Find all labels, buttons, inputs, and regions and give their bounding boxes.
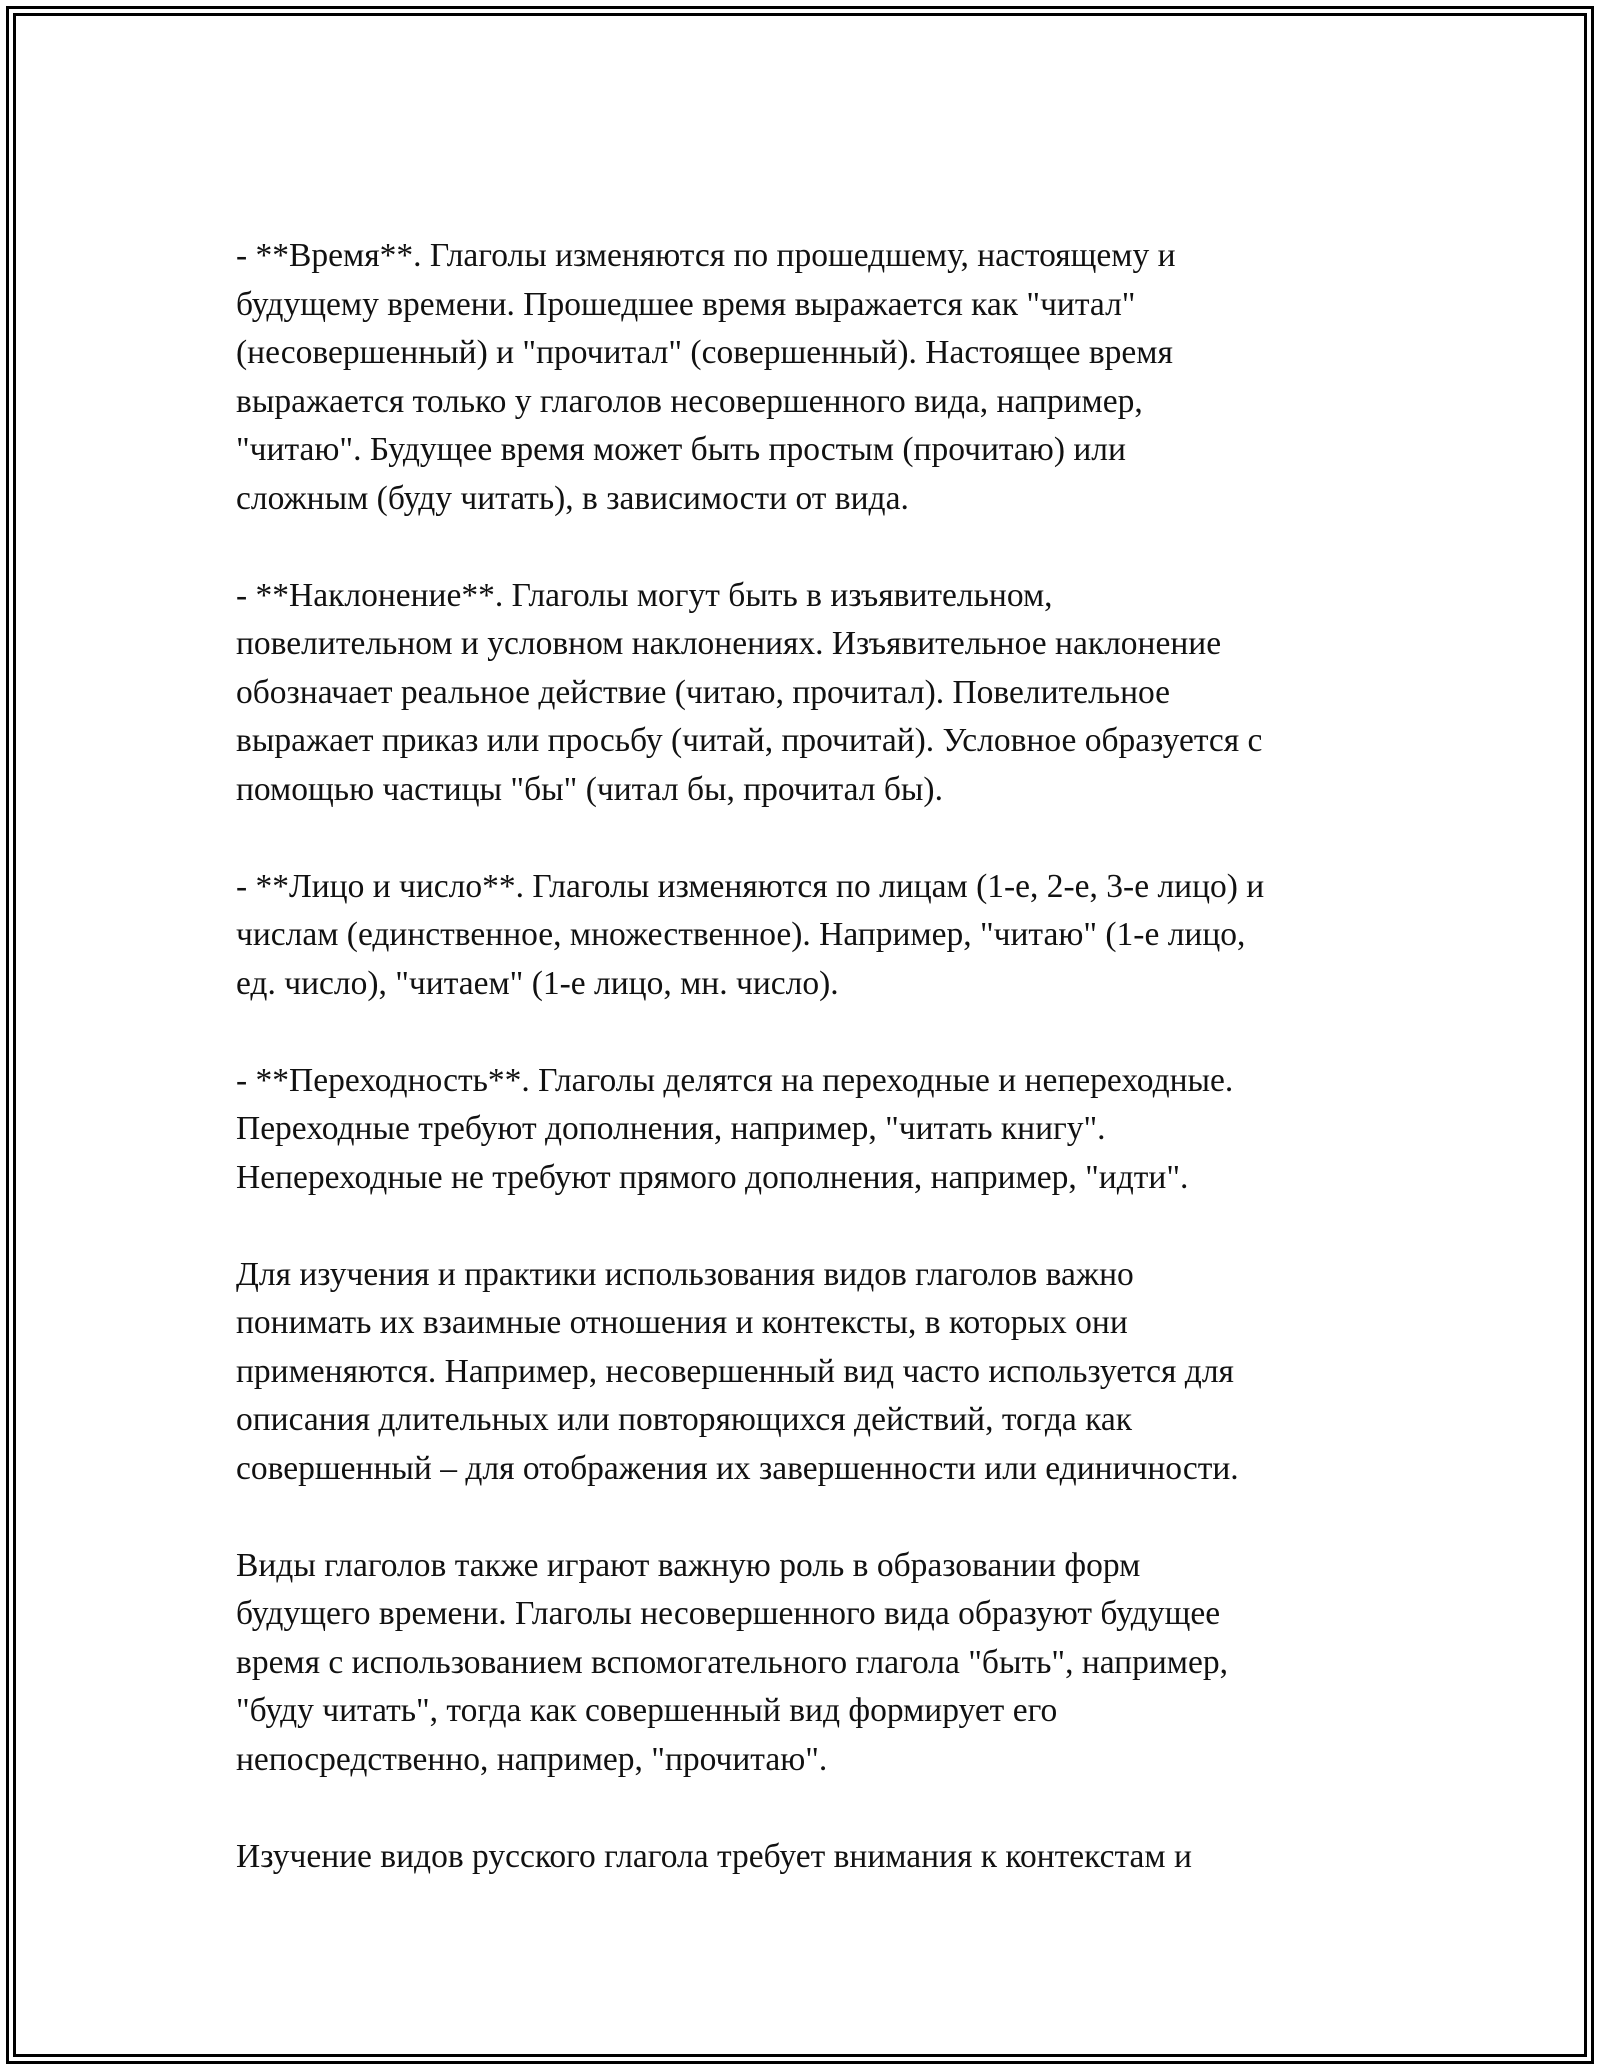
text-line: будущего времени. Глаголы несовершенного вида образуют будущее xyxy=(236,1595,1221,1632)
paragraph-person-number xyxy=(236,863,1386,1009)
text-line: повелительном и условном наклонениях. Изъявительное наклонение xyxy=(236,625,1222,662)
text-line: выражает приказ или просьбу (читай, прочитай). Условное образуется с xyxy=(236,722,1263,759)
document-body xyxy=(236,232,1386,1930)
text-line: применяются. Например, несовершенный вид часто используется для xyxy=(236,1352,1234,1390)
text-line: "буду читать", тогда как совершенный вид формирует его xyxy=(236,1692,1058,1729)
text-line: Для изучения и практики использования видов глаголов важно xyxy=(236,1255,1134,1293)
text-line: - **Наклонение**. Глаголы могут быть в изъявительном, xyxy=(236,576,1053,614)
text-line: выражается только у глаголов несовершенного вида, например, xyxy=(236,382,1143,420)
text-line: понимать их взаимные отношения и контексты, в которых они xyxy=(236,1304,1128,1341)
text-line: непосредственно, например, "прочитаю". xyxy=(236,1740,828,1778)
paragraph-tense xyxy=(236,232,1386,523)
text-line: время с использованием вспомогательного глагола "быть", например, xyxy=(236,1643,1228,1681)
text-line: Изучение видов русского глагола требует внимания к контекстам и xyxy=(236,1837,1192,1875)
paragraph-transitivity xyxy=(236,1057,1386,1203)
text-line: (несовершенный) и "прочитал" (совершенный). Настоящее время xyxy=(236,334,1173,371)
text-line: помощью частицы "бы" (читал бы, прочитал бы). xyxy=(236,770,943,808)
paragraph-future-tense xyxy=(236,1542,1386,1785)
text-line: Непереходные не требуют прямого дополнения, например, "идти". xyxy=(236,1158,1189,1196)
text-line: Виды глаголов также играют важную роль в образовании форм xyxy=(236,1546,1141,1584)
text-line: - **Время**. Глаголы изменяются по прошедшему, настоящему и xyxy=(236,237,1176,274)
paragraph-study-practice xyxy=(236,1251,1386,1494)
paragraph-conclusion xyxy=(236,1833,1386,1882)
paragraph-mood xyxy=(236,572,1386,815)
text-line: числам (единственное, множественное). Например, "читаю" (1-е лицо, xyxy=(236,916,1246,953)
text-line: Переходные требуют дополнения, например, "читать книгу". xyxy=(236,1110,1106,1147)
text-line: обозначает реальное действие (читаю, прочитал). Повелительное xyxy=(236,673,1171,711)
text-line: будущему времени. Прошедшее время выражается как "читал" xyxy=(236,285,1136,323)
text-line: - **Переходность**. Глаголы делятся на переходные и непереходные. xyxy=(236,1061,1234,1099)
text-line: - **Лицо и число**. Глаголы изменяются по лицам (1-е, 2-е, 3-е лицо) и xyxy=(236,867,1265,905)
text-line: совершенный – для отображения их завершенности или единичности. xyxy=(236,1449,1239,1487)
text-line: описания длительных или повторяющихся действий, тогда как xyxy=(236,1401,1133,1438)
text-line: "читаю". Будущее время может быть простым (прочитаю) или xyxy=(236,431,1126,468)
text-line: сложным (буду читать), в зависимости от вида. xyxy=(236,479,909,517)
text-line: ед. число), "читаем" (1-е лицо, мн. число). xyxy=(236,964,839,1002)
